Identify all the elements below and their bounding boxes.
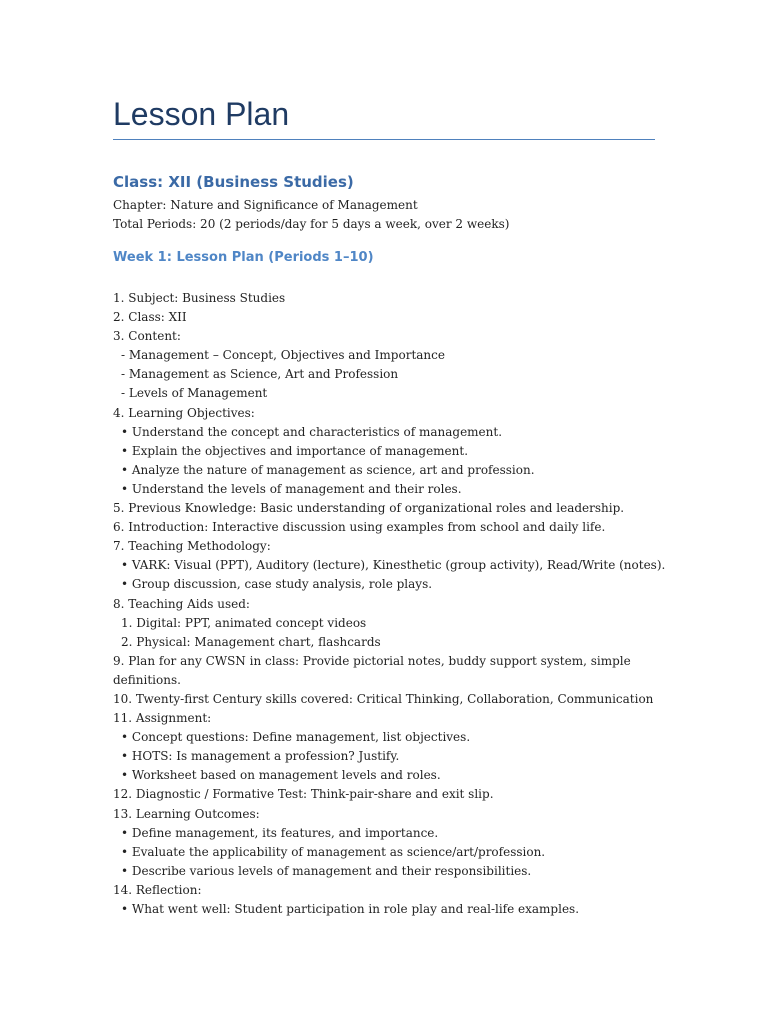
list-item: 2. Class: XII [113, 310, 187, 325]
list-sub-item: • Understand the levels of management and their roles. [121, 481, 462, 496]
list-sub-item: • Concept questions: Define management, list objectives. [121, 730, 471, 745]
list-item: 14. Reflection: [113, 882, 202, 897]
lesson-plan-content [113, 289, 665, 919]
list-sub-item: • HOTS: Is management a profession? Justify. [121, 749, 400, 764]
list-item: 6. Introduction: Interactive discussion using examples from school and daily life. [113, 520, 606, 535]
list-sub-item: - Management as Science, Art and Profession [121, 367, 399, 382]
list-sub-item: - Levels of Management [121, 386, 268, 401]
list-item: 3. Content: [113, 329, 181, 344]
list-item: definitions. [113, 672, 181, 687]
lesson-meta [113, 196, 509, 234]
list-sub-item: • Evaluate the applicability of management as science/art/profession. [121, 844, 546, 859]
class-heading: Class: XII (Business Studies) [113, 173, 354, 191]
total-periods-text: Total Periods: 20 (2 periods/day for 5 days a week, over 2 weeks) [113, 217, 510, 232]
list-item: 13. Learning Outcomes: [113, 806, 260, 821]
list-sub-item: - Management – Concept, Objectives and Importance [121, 348, 445, 363]
list-item: 1. Subject: Business Studies [113, 291, 286, 305]
list-item: 8. Teaching Aids used: [113, 596, 250, 611]
list-sub-item: • Describe various levels of management and their responsibilities. [121, 863, 532, 878]
list-sub-item: • Group discussion, case study analysis, role plays. [121, 577, 433, 592]
list-item: 7. Teaching Methodology: [113, 539, 271, 554]
list-item: 10. Twenty-first Century skills covered: Critical Thinking, Collaboration, Communication [113, 691, 654, 706]
list-item: 4. Learning Objectives: [113, 405, 255, 420]
list-sub-item: • Analyze the nature of management as science, art and profession. [121, 462, 535, 477]
list-sub-item: • Understand the concept and characteristics of management. [121, 424, 503, 439]
page-title: Lesson Plan [113, 96, 290, 132]
list-sub-item: • Explain the objectives and importance of management. [121, 443, 469, 458]
list-item: 5. Previous Knowledge: Basic understanding of organizational roles and leadership. [113, 501, 625, 516]
week-heading: Week 1: Lesson Plan (Periods 1–10) [113, 250, 374, 265]
list-sub-item: • What went well: Student participation in role play and real-life examples. [121, 902, 580, 916]
title-divider [113, 139, 655, 140]
list-sub-item: • Define management, its features, and importance. [121, 825, 439, 840]
list-sub-item: 1. Digital: PPT, animated concept videos [121, 615, 367, 630]
list-sub-item: • VARK: Visual (PPT), Auditory (lecture), Kinesthetic (group activity), Read/Write (notes). [121, 558, 666, 573]
list-item: 11. Assignment: [113, 711, 212, 726]
list-item: 12. Diagnostic / Formative Test: Think-pair-share and exit slip. [113, 787, 494, 802]
list-sub-item: 2. Physical: Management chart, flashcards [121, 634, 381, 649]
list-item: 9. Plan for any CWSN in class: Provide pictorial notes, buddy support system, simple [113, 653, 631, 668]
chapter-text: Chapter: Nature and Significance of Management [113, 198, 418, 212]
list-sub-item: • Worksheet based on management levels and roles. [121, 768, 441, 783]
